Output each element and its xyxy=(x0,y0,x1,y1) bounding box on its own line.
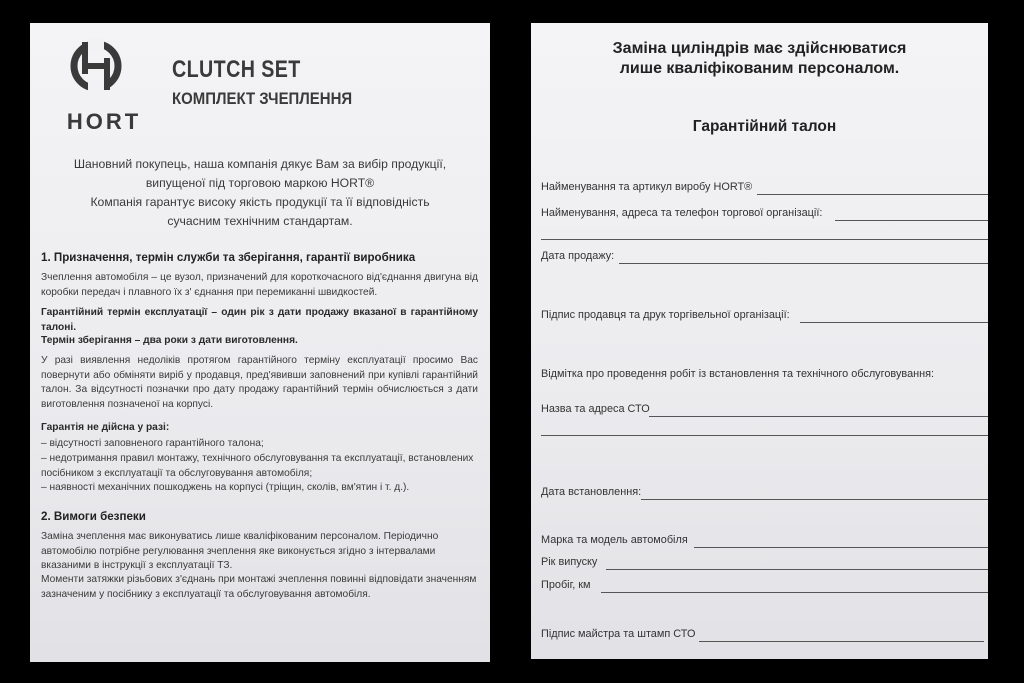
manual-page xyxy=(30,23,490,662)
field-line-sale-date[interactable] xyxy=(619,263,988,264)
field-label-master-sign: Підпис майстра та штамп СТО xyxy=(541,628,696,640)
field-label-mileage: Пробіг, км xyxy=(541,579,591,591)
brand-name: HORT xyxy=(66,109,142,134)
field-line-store-2[interactable] xyxy=(541,239,988,240)
title-en: CLUTCH SET xyxy=(172,56,301,83)
void-item: – відсутності заповненого гарантійного талона; xyxy=(41,438,264,449)
field-label-product: Найменування та артикул виробу HORT® xyxy=(541,181,753,193)
field-label-store: Найменування, адреса та телефон торгової організації: xyxy=(541,207,823,219)
field-line-seller-sign[interactable] xyxy=(800,322,988,323)
page-header xyxy=(531,39,988,79)
field-line-install-date[interactable] xyxy=(641,499,988,500)
field-line-master-sign[interactable] xyxy=(699,641,984,642)
field-label-install-date: Дата встановлення: xyxy=(541,486,642,498)
field-label-service-note: Відмітка про проведення робіт із встановлення та технічного обслуговування: xyxy=(541,368,935,380)
intro-line: Компанія гарантує високу якість продукції та її відповідність xyxy=(90,195,430,209)
s1-paragraph: У разі виявлення недоліків протягом гарантійного терміну експлуатації просимо Вас повернути або обміняти виріб у продавця, пред'явивши заповнений при купівлі гарантійний талон. За відсутності позначки про дату продажу гарантійний термін обчислюється з дати виготовлення позначеної на корпусі. xyxy=(41,355,478,410)
intro-line: випущеної під торговою маркою HORT® xyxy=(145,176,375,190)
hort-logo xyxy=(66,39,144,134)
section1-title: 1. Призначення, термін служби та зберігання, гарантії виробника xyxy=(41,251,416,264)
intro-text xyxy=(50,155,470,231)
warranty-card-page xyxy=(531,23,988,659)
intro-line: Шановний покупець, наша компанія дякує Вам за вибір продукції, xyxy=(73,157,447,171)
field-label-car-model: Марка та модель автомобіля xyxy=(541,534,688,546)
field-line-sto-name[interactable] xyxy=(649,416,988,417)
field-line-sto-name-2[interactable] xyxy=(541,435,988,436)
field-line-year[interactable] xyxy=(606,569,988,570)
void-item: – наявності механічних пошкоджень на корпусі (тріщин, сколів, вм'ятин і т. д.). xyxy=(41,482,410,493)
s2-paragraph: Заміна зчеплення має виконуватись лише кваліфікованим персоналом. Періодично автомобілю потрібне регулювання зчеплення яке виконується згідно з інтервалами вказаними в інструкції з експлуатації ТЗ. xyxy=(41,531,439,572)
header-line: лише кваліфікованим персоналом. xyxy=(619,60,900,77)
hort-logo-icon xyxy=(66,39,126,93)
field-line-store[interactable] xyxy=(835,220,988,221)
intro-line: сучасним технічним стандартам. xyxy=(167,214,353,228)
section2-title: 2. Вимоги безпеки xyxy=(41,510,146,523)
field-label-year: Рік випуску xyxy=(541,556,598,568)
warranty-term: Гарантійний термін експлуатації – один рік з дати продажу вказаної в гарантійному талоні. xyxy=(41,307,478,333)
warranty-title: Гарантійний талон xyxy=(692,118,837,135)
field-label-seller-sign: Підпис продавця та друк торгівельної організації: xyxy=(541,309,790,321)
header-line: Заміна циліндрів має здійснюватися xyxy=(612,40,907,57)
field-line-product[interactable] xyxy=(757,194,988,195)
storage-term: Термін зберігання – два роки з дати виготовлення. xyxy=(41,335,298,346)
s1-paragraph: Зчеплення автомобіля – це вузол, призначений для короткочасного від'єднання двигуна від коробки передач і плавного їх з' єднання при перемиканні швидкостей. xyxy=(41,272,478,298)
field-line-mileage[interactable] xyxy=(601,592,988,593)
field-label-sto-name: Назва та адреса СТО xyxy=(541,403,650,415)
void-title: Гарантія не дійсна у разі: xyxy=(41,422,170,433)
void-item: – недотримання правил монтажу, технічного обслуговування та експлуатації, встановлених посібником з експлуатації та обслуговування автомобіля; xyxy=(41,453,474,479)
s2-paragraph: Моменти затяжки різьбових з'єднань при монтажі зчеплення повинні відповідати значенням зазначеним у посібнику з експлуатації та обслуговування автомобіля. xyxy=(41,574,477,600)
field-label-sale-date: Дата продажу: xyxy=(541,250,615,262)
field-line-car-model[interactable] xyxy=(694,547,988,548)
title-ua: КОМПЛЕКТ ЗЧЕПЛЕННЯ xyxy=(172,89,353,108)
